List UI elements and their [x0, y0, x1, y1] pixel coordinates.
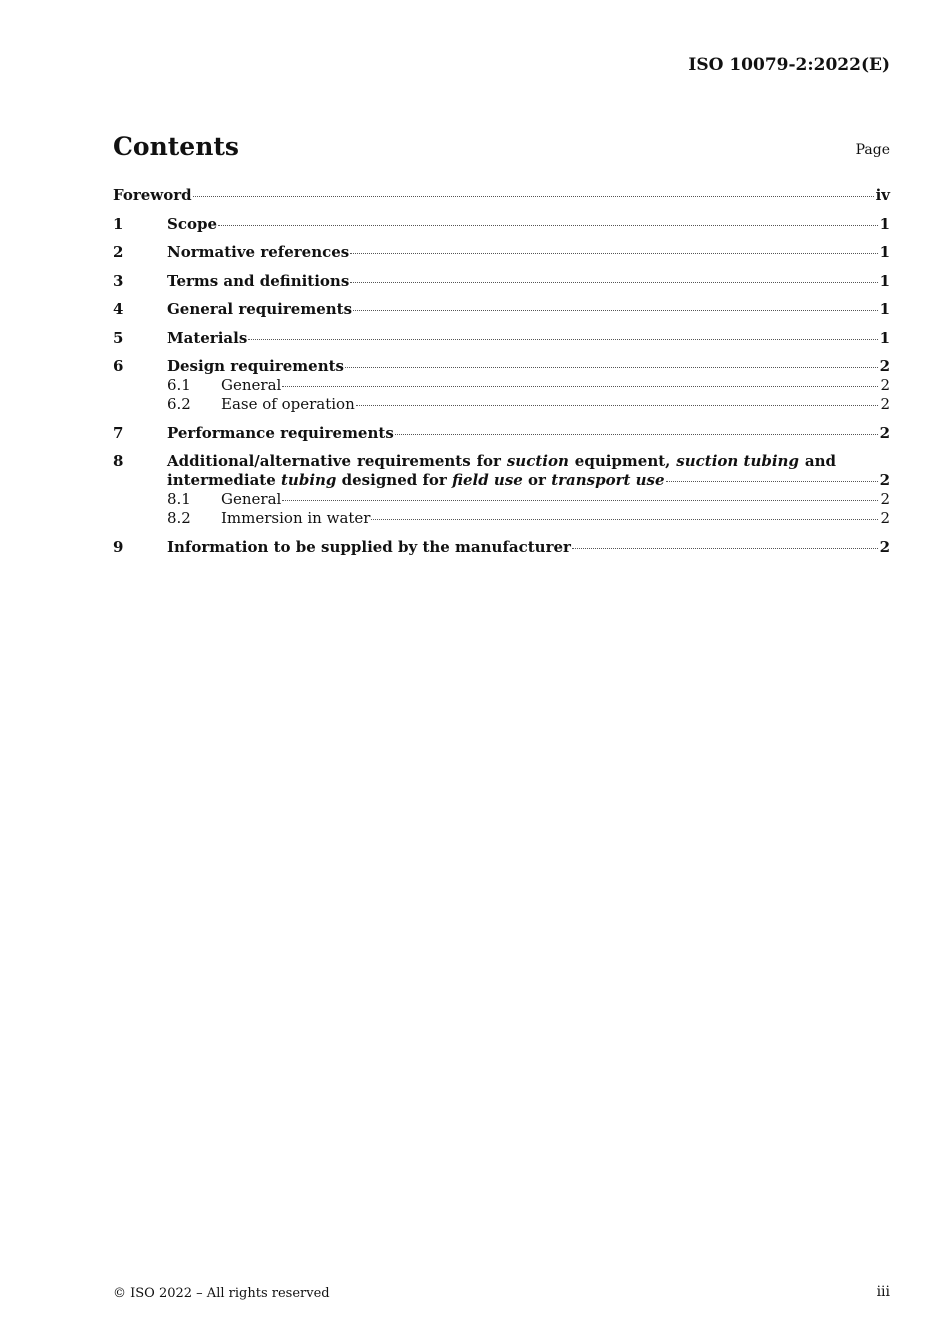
toc-entry-title: General requirements	[167, 300, 353, 318]
dot-leader	[395, 434, 878, 435]
dot-leader	[350, 282, 877, 283]
dot-leader	[345, 367, 878, 368]
toc-entry-title: General	[221, 376, 282, 394]
toc-entry-page: 1	[879, 328, 890, 347]
toc-entry-page: 2	[880, 509, 890, 527]
toc-entry-information-supplied[interactable]	[113, 538, 890, 557]
toc-entry-performance-requirements[interactable]	[113, 424, 890, 443]
toc-entry-number: 2	[113, 243, 124, 261]
table-of-contents	[113, 186, 890, 557]
title-fragment: designed for	[336, 471, 453, 489]
toc-entry-title-line-1	[167, 452, 836, 471]
toc-entry-title: Information to be supplied by the manufacturer	[167, 537, 571, 556]
dot-leader	[371, 519, 878, 520]
toc-entry-terms-and-definitions[interactable]	[113, 272, 890, 291]
toc-entry-title: Immersion in water	[221, 509, 371, 527]
dot-leader	[666, 481, 878, 482]
title-fragment: or	[522, 471, 552, 489]
toc-entry-page: 1	[879, 243, 890, 261]
dot-leader	[218, 225, 878, 226]
toc-entry-number: 4	[113, 300, 124, 318]
toc-subentry-ease-of-operation[interactable]	[113, 395, 890, 414]
toc-entry-title: General	[221, 490, 282, 508]
toc-subentry-immersion-in-water[interactable]	[113, 509, 890, 528]
dot-leader	[248, 339, 877, 340]
toc-entry-page: 2	[879, 423, 890, 442]
toc-entry-page: 2	[880, 395, 890, 413]
copyright-notice: © ISO 2022 – All rights reserved	[113, 1286, 330, 1301]
toc-entry-title: Materials	[167, 328, 248, 347]
dot-leader	[282, 386, 878, 387]
toc-entry-page: 2	[879, 537, 890, 556]
toc-entry-page: 1	[879, 300, 890, 318]
toc-entry-scope[interactable]	[113, 215, 890, 234]
toc-entry-number: 6.2	[167, 395, 191, 413]
toc-entry-title: Normative references	[167, 243, 350, 261]
contents-heading: Contents	[113, 132, 240, 161]
dot-leader	[356, 405, 879, 406]
title-word: requirements	[356, 452, 471, 470]
toc-entry-title: Design requirements	[167, 357, 344, 375]
document-identifier: ISO 10079-2:2022(E)	[688, 55, 890, 75]
title-fragment-italic: transport use	[551, 471, 665, 489]
toc-entry-page: 1	[879, 214, 890, 233]
toc-subentry-general[interactable]	[113, 376, 890, 395]
dot-leader	[353, 310, 878, 311]
toc-entry-page: iv	[875, 186, 890, 204]
toc-entry-number: 9	[113, 537, 124, 556]
toc-entry-number: 1	[113, 214, 124, 233]
toc-entry-materials[interactable]	[113, 329, 890, 348]
title-word: and	[804, 452, 836, 470]
toc-entry-page: 1	[879, 271, 890, 290]
toc-entry-title: Ease of operation	[221, 395, 355, 413]
toc-entry-normative-references[interactable]	[113, 243, 890, 262]
toc-entry-number: 6	[113, 357, 124, 375]
title-word: for	[476, 452, 501, 470]
title-fragment: intermediate	[167, 471, 281, 489]
page-column-label: Page	[855, 142, 890, 158]
toc-entry-number: 8.1	[167, 490, 191, 508]
toc-entry-page: 2	[880, 376, 890, 394]
title-fragment-italic: tubing	[281, 471, 337, 489]
toc-entry-number: 8	[113, 452, 124, 470]
toc-entry-number: 3	[113, 271, 124, 290]
toc-entry-general-requirements[interactable]	[113, 300, 890, 319]
toc-entry-page: 2	[879, 357, 890, 375]
dot-leader	[350, 253, 877, 254]
toc-entry-title: Scope	[167, 214, 218, 233]
toc-entry-number: 5	[113, 328, 124, 347]
toc-entry-number: 6.1	[167, 376, 191, 394]
title-word-italic: suction tubing	[676, 452, 799, 470]
toc-entry-title: Terms and definitions	[167, 271, 350, 290]
toc-entry-additional-requirements[interactable]	[113, 452, 890, 490]
title-fragment-italic: field use	[452, 471, 523, 489]
toc-entry-design-requirements[interactable]	[113, 357, 890, 376]
toc-entry-page: 2	[880, 490, 890, 508]
toc-entry-number: 8.2	[167, 509, 191, 527]
toc-entry-title: Performance requirements	[167, 423, 394, 442]
page-number: iii	[876, 1284, 890, 1300]
toc-entry-title: Foreword	[113, 186, 192, 204]
toc-entry-foreword[interactable]	[113, 186, 890, 205]
toc-entry-number: 7	[113, 423, 124, 442]
dot-leader	[193, 196, 874, 197]
title-word: equipment,	[574, 452, 671, 470]
dot-leader	[572, 548, 878, 549]
dot-leader	[282, 500, 878, 501]
toc-subentry-general-2[interactable]	[113, 490, 890, 509]
title-word: Additional/alternative	[167, 452, 352, 470]
toc-entry-page: 2	[879, 471, 890, 489]
toc-entry-title-line-2	[167, 471, 665, 490]
title-word-italic: suction	[506, 452, 569, 470]
